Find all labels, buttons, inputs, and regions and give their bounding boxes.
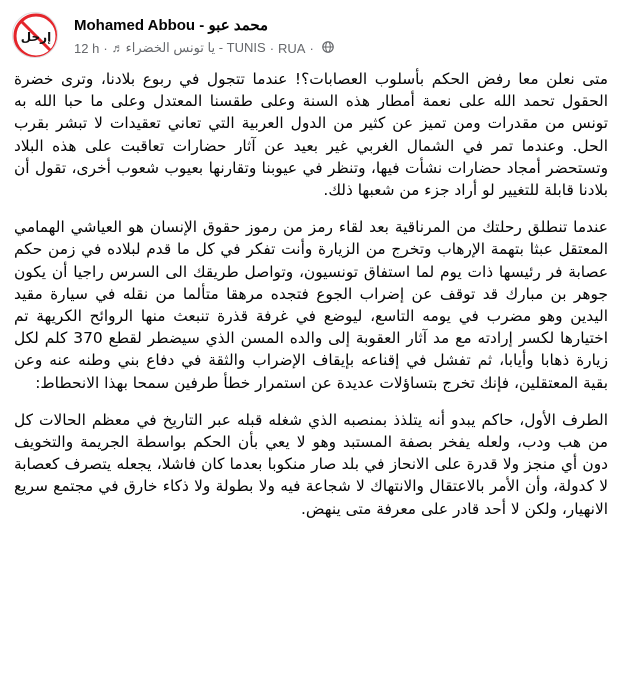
post-paragraph: متى نعلن معا رفض الحكم بأسلوب العصابات؟! عندما تتجول في ربوع بلادنا، وترى خضرة الحقول تحمد الله على نعمة أمطار هذه السنة وعلى طقسنا المعتدل وعلى ما حبا الله به تونس من مقدرات ومن تميز عن كثير من الدول العربية التي تعاني تعقيدات لا تبشر بقرب الحل. وعندما تمر في الشمال الغربي غير بعيد عن آثار حضارات تعاقبت على هذه البلاد وتستحضر أمجاد حضارات نشأت فيها، وتنظر في عيوبنا وتقارنها بعيوب شعوب أخرى، تقول أن بلادنا قابلة للتغيير لو أراد جزء من شعبها ذلك. [14,70,608,200]
globe-icon[interactable] [322,41,334,56]
meta-separator: · [269,40,275,56]
post-paragraph: الطرف الأول، حاكم يبدو أنه يتلذذ بمنصبه الذي شغله قبله عبر التاريخ في معظم الحالات كل من هب ودب، ولعله يفخر بصفة المستبد وهو لا يعي بأن الحكم بواسطة الجريمة والتخويف دون أي منجز ولا قدرة على الانحاز في بلد صار منكوبا بعدما كان فاشلا، يجعله يتصرف كعصابة لا كدولة، وأن الأمر بالاعتقال والانتهاك لا شجاعة فيه ولا بطولة ولا ذكاء خارق في مجتمع سريع الانهيار، ولكن لا أحد قادر على معرفة متى ينهض. [14,410,608,518]
post-time[interactable]: 12 h [74,40,100,56]
author-name[interactable]: Mohamed Abbou - محمد عبو [74,17,269,34]
avatar-logo-icon [13,13,58,58]
post-paragraph: عندما تنطلق رحلتك من المرناقية بعد لقاء رمز من رموز حقوق الإنسان هو العياشي الهمامي المعتقل عبثا بتهمة الإرهاب وتخرج من الزيارة وأنت تفكر في كل ما قدم لبلاده في زمن حكم عصابة فر رئيسها ذات يوم لما استفاق تونسيون، وتواصل طريقك الى السرس راجيا أن يكون جوهر بن مبارك قد توقف عن إضراب الجوع فتجده مرهقا متألما من نقله في سيارة مقيد اليدين وهو مضرب في يومه التاسع، ليوضع في غرفة قذرة تنبعث منها الروائح الكريهة تم اختيارها لكسر إرادته مع مد آثار العقوبة إلى والده المسن الذي سيضطر لقطع 370 كلم لكل زيارة ذهابا وأيابا، ثم تفشل في إقناعه بإيقاف الإضراب والثقة في دفاع بني وطنه عنه وعن بقية المعتقلين، فإنك تخرج بتساؤلات عديدة عن استمرار خطأ طرفين سمحا بهذا الانحطاط: [14,218,609,392]
post-city[interactable]: RUA [278,40,306,56]
post-header [12,10,610,60]
avatar[interactable] [12,12,58,58]
meta-separator: · [103,40,108,56]
music-note-icon: ♬ [111,41,124,55]
post-meta [74,40,334,56]
post-body [14,68,608,535]
meta-separator: · [309,40,314,56]
avatar-text: إرحل [20,30,52,44]
post-location[interactable]: يا تونس الخضراء - TUNIS [125,40,266,55]
